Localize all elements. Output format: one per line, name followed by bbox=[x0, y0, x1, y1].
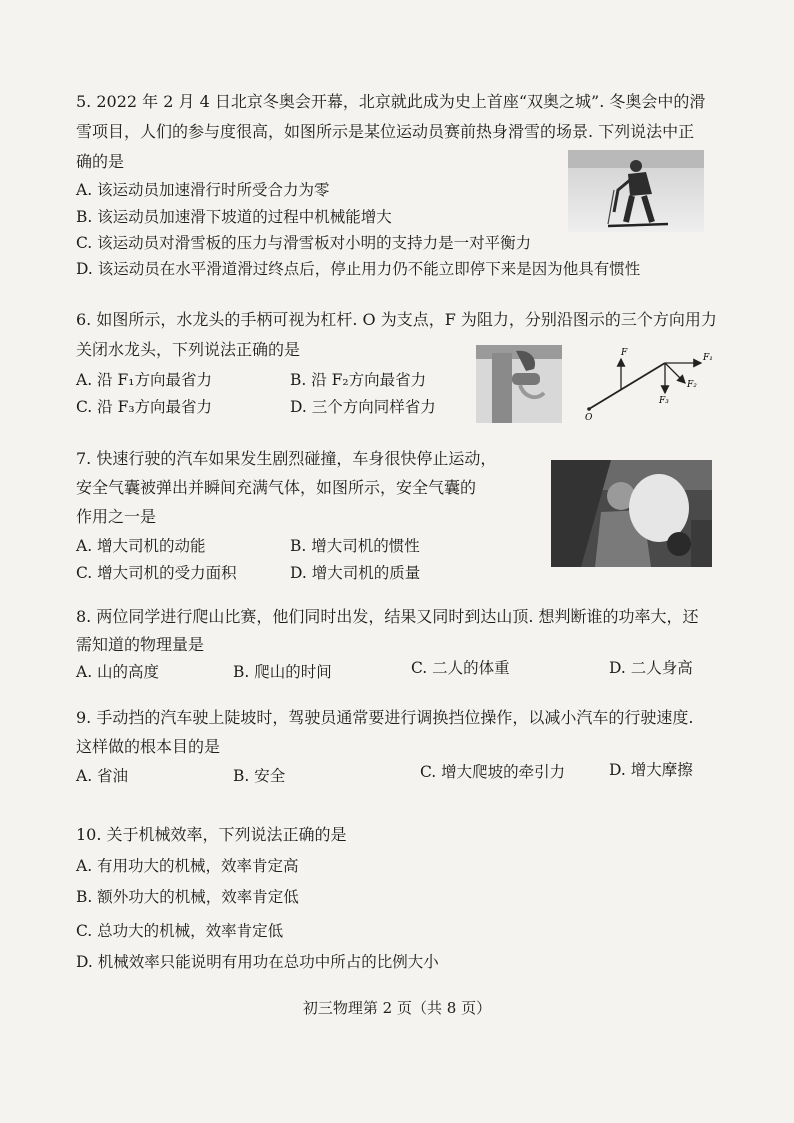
q7-option-c: C. 增大司机的受力面积 bbox=[76, 564, 237, 582]
q8-option-b: B. 爬山的时间 bbox=[233, 663, 332, 681]
q7-option-a: A. 增大司机的动能 bbox=[76, 537, 206, 555]
label-f3: F₃ bbox=[659, 396, 669, 406]
q5-option-d: D. 该运动员在水平滑道滑过终点后，停止用力仍不能立即停下来是因为他具有惯性 bbox=[76, 260, 641, 278]
q6-option-b: B. 沿 F₂方向最省力 bbox=[290, 371, 427, 389]
q8-option-d: D. 二人身高 bbox=[609, 659, 693, 677]
q8-stem-line1: 8. 两位同学进行爬山比赛，他们同时出发，结果又同时到达山顶. 想判断谁的功率大，还 bbox=[76, 607, 699, 626]
label-f1: F₁ bbox=[703, 353, 713, 363]
q5-option-b: B. 该运动员加速滑下坡道的过程中机械能增大 bbox=[76, 208, 392, 226]
q7-stem-line1: 7. 快速行驶的汽车如果发生剧烈碰撞，车身很快停止运动， bbox=[76, 449, 497, 468]
q10-stem: 10. 关于机械效率，下列说法正确的是 bbox=[76, 825, 347, 844]
q9-option-b: B. 安全 bbox=[233, 767, 286, 785]
q5-option-c: C. 该运动员对滑雪板的压力与滑雪板对小明的支持力是一对平衡力 bbox=[76, 234, 532, 252]
q9-option-d: D. 增大摩擦 bbox=[609, 761, 693, 779]
page-footer: 初三物理第 2 页（共 8 页） bbox=[302, 999, 492, 1017]
q6-stem-line1: 6. 如图所示，水龙头的手柄可视为杠杆. O 为支点，F 为阻力，分别沿图示的三个方向用力 bbox=[76, 310, 717, 329]
q5-stem-line1: 5. 2022 年 2 月 4 日北京冬奥会开幕，北京就此成为史上首座“双奥之城”. 冬奥会中的滑 bbox=[76, 92, 706, 111]
q9-stem-line2: 这样做的根本目的是 bbox=[76, 737, 221, 756]
q7-option-b: B. 增大司机的惯性 bbox=[290, 537, 420, 555]
pivot-point bbox=[587, 407, 591, 411]
q8-option-a: A. 山的高度 bbox=[76, 663, 160, 681]
q7-option-d: D. 增大司机的质量 bbox=[290, 564, 421, 582]
q10-option-d: D. 机械效率只能说明有用功在总功中所占的比例大小 bbox=[76, 953, 439, 971]
q5-stem-line3: 确的是 bbox=[76, 152, 125, 171]
skier-photo bbox=[568, 150, 704, 232]
faucet-photo bbox=[476, 345, 562, 423]
label-o: O bbox=[585, 413, 593, 423]
q5-stem-line2: 雪项目，人们的参与度很高，如图所示是某位运动员赛前热身滑雪的场景. 下列说法中正 bbox=[76, 122, 695, 141]
q6-option-d: D. 三个方向同样省力 bbox=[290, 398, 436, 416]
q9-option-a: A. 省油 bbox=[76, 767, 129, 785]
lever-force-diagram bbox=[583, 345, 713, 423]
airbag-photo bbox=[551, 460, 712, 567]
q10-option-c: C. 总功大的机械，效率肯定低 bbox=[76, 922, 284, 940]
q6-option-c: C. 沿 F₃方向最省力 bbox=[76, 398, 213, 416]
q8-option-c: C. 二人的体重 bbox=[411, 659, 510, 677]
q9-option-c: C. 增大爬坡的牵引力 bbox=[420, 763, 566, 781]
q8-stem-line2: 需知道的物理量是 bbox=[76, 635, 205, 654]
force-f2-arrow bbox=[665, 363, 685, 383]
q5-option-a: A. 该运动员加速滑行时所受合力为零 bbox=[76, 181, 330, 199]
q7-stem-line3: 作用之一是 bbox=[76, 507, 157, 526]
q10-option-a: A. 有用功大的机械，效率肯定高 bbox=[76, 857, 299, 875]
label-f: F bbox=[621, 348, 628, 358]
q6-stem-line2: 关闭水龙头，下列说法正确的是 bbox=[76, 340, 301, 359]
q6-option-a: A. 沿 F₁方向最省力 bbox=[76, 371, 212, 389]
q7-stem-line2: 安全气囊被弹出并瞬间充满气体，如图所示，安全气囊的 bbox=[76, 478, 477, 497]
q10-option-b: B. 额外功大的机械，效率肯定低 bbox=[76, 888, 299, 906]
q9-stem-line1: 9. 手动挡的汽车驶上陡坡时，驾驶员通常要进行调换挡位操作，以减小汽车的行驶速度. bbox=[76, 708, 694, 727]
lever-handle-line bbox=[589, 363, 665, 409]
label-f2: F₂ bbox=[687, 380, 697, 390]
